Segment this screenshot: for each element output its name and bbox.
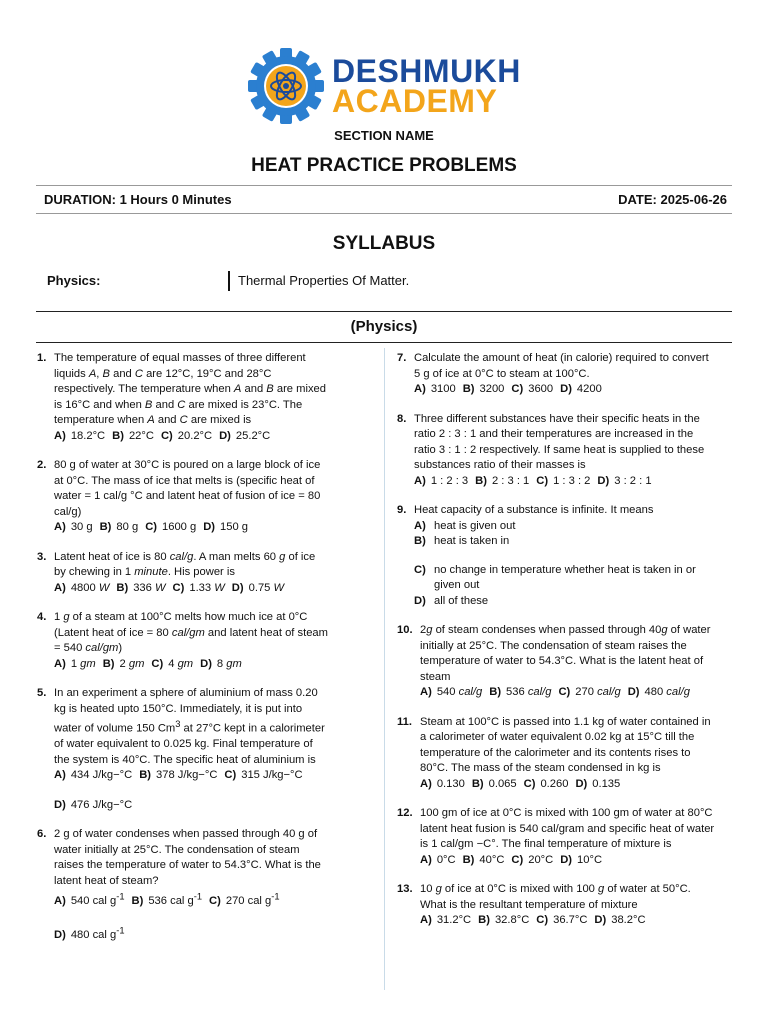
option-text: 0.130 (436, 777, 465, 790)
option-letter: D) (594, 914, 607, 926)
option-letter: B) (471, 777, 484, 790)
option-text: 536 cal $g^{-1}$ (148, 891, 203, 907)
brand-line-1: DESHMUKH (332, 53, 521, 89)
option-text: 540 cal/g (436, 686, 483, 698)
option-a (420, 777, 465, 793)
options-list (54, 889, 329, 943)
option-text: 32.8°C (494, 914, 530, 926)
option-text: 4 gm (168, 657, 194, 670)
option-text: 20°C (528, 853, 554, 866)
option-letter: B) (489, 686, 502, 698)
question-item (37, 686, 329, 813)
option-letter: A) (54, 429, 66, 442)
option-text: 150 g (220, 521, 249, 533)
option-c (224, 768, 302, 784)
option-text: heat is taken in (434, 535, 510, 547)
option-d (54, 923, 329, 943)
question-item (37, 827, 329, 943)
option-letter: B) (462, 383, 475, 395)
question-item (397, 503, 717, 609)
column-divider (384, 348, 385, 990)
option-letter: C) (209, 894, 221, 907)
option-b (132, 889, 203, 909)
question-item (37, 610, 329, 672)
option-letter: B) (99, 521, 112, 533)
option-b (472, 777, 517, 793)
option-text: 3100 (430, 383, 456, 395)
atom-gear-icon (246, 46, 326, 126)
question-item (37, 351, 329, 444)
option-b (463, 853, 505, 869)
option-text: 31.2°C (436, 914, 472, 926)
options-list (420, 913, 717, 929)
option-text: heat is given out (434, 519, 516, 532)
option-a (414, 474, 468, 490)
option-letter: C) (224, 769, 237, 782)
option-letter: D) (627, 686, 640, 698)
option-c (145, 520, 196, 536)
option-text: 36.7°C (553, 914, 588, 926)
option-d (560, 853, 602, 869)
option-letter: B) (131, 894, 144, 907)
options-list (54, 657, 329, 673)
option-a (54, 768, 132, 784)
option-text: 476 J/kg−°C (70, 798, 133, 811)
option-text: 1.33 W (189, 581, 225, 594)
option-letter: C) (536, 474, 549, 487)
option-text: 336 W (133, 581, 166, 594)
option-text: 315 J/kg−°C (241, 769, 303, 782)
option-letter: C) (160, 429, 173, 442)
option-letter: B) (116, 581, 129, 594)
option-text: 270 cal/g (575, 686, 621, 698)
option-d (414, 594, 717, 610)
option-text: 434 J/kg−°C (70, 769, 133, 782)
option-c (173, 581, 225, 597)
option-c (536, 474, 590, 490)
option-letter: C) (151, 657, 164, 670)
syllabus-topics: Thermal Properties Of Matter. (238, 273, 410, 288)
section-name: SECTION NAME (334, 128, 434, 143)
option-c (414, 563, 717, 594)
option-text: 1600 g (162, 521, 197, 533)
option-text: 536 cal/g (506, 686, 552, 698)
question-text: Steam at 100°C is passed into 1.1 kg of water contained in a calorimeter of water equivalent 0.02 kg at 15°C till the temperature of the calorimeter and its contents rises to 80°C. The mass of the steam condensed in kg is (420, 715, 711, 774)
options-list (414, 519, 717, 610)
option-text: 25.2°C (235, 429, 271, 442)
option-text: 0°C (436, 853, 456, 866)
option-text: 1 : 2 : 3 (430, 474, 469, 487)
options-list (420, 853, 717, 869)
option-c (558, 685, 620, 701)
question-text: Latent heat of ice is 80 cal/g. A man melts 60 g of ice by chewing in 1 minute. His power is (54, 550, 316, 578)
option-letter: A) (54, 657, 66, 670)
question-text: 1 g of a steam at 100°C melts how much ice at 0°C (Latent heat of ice = 80 cal/gm and latent heat of steam = 540 cal/gm) (54, 611, 328, 654)
section-heading: (Physics) (350, 318, 418, 335)
date-label: DATE: 2025-06-26 (618, 192, 727, 207)
question-text: Three different substances have their specific heats in the ratio 2 : 3 : 1 and their temperatures are increased in the ratio 3 : 1 : 2 respectively. If same heat is supplied to these substances ratio of their masses is (414, 412, 705, 471)
option-a (420, 853, 456, 869)
question-text: 2 g of water condenses when passed through 40 g of water initially at 25°C. The condensation of steam raises the temperature of water to 54.3°C. What is the latent heat of steam? (54, 828, 321, 887)
option-letter: A) (420, 853, 432, 866)
options-list (420, 777, 717, 793)
option-text: 2 gm (119, 657, 145, 670)
option-text: 0.75 W (248, 581, 285, 594)
question-number: 2. (37, 459, 47, 471)
option-text: 30 g (70, 521, 93, 533)
options-list (414, 474, 717, 490)
option-letter: B) (478, 914, 490, 926)
question-text: 80 g of water at 30°C is poured on a large block of ice at 0°C. The mass of ice that melts is (specific heat of water = 1 cal/g °C and latent heat of fusion of ice = 80 cal/g) (54, 459, 321, 518)
option-text: 540 cal $g^{-1}$ (70, 891, 125, 907)
question-number: 6. (37, 828, 47, 841)
question-number: 12. (397, 807, 413, 819)
option-letter: A) (54, 894, 66, 907)
option-letter: C) (558, 686, 571, 698)
options-list (54, 429, 329, 445)
option-c (209, 889, 280, 909)
question-item (397, 715, 717, 793)
option-c (511, 853, 553, 869)
option-letter: D) (54, 798, 66, 811)
question-item (397, 351, 717, 398)
question-text: Heat capacity of a substance is infinite. It means (414, 504, 654, 516)
options-list (54, 581, 329, 597)
option-letter: B) (462, 853, 475, 866)
option-letter: D) (54, 929, 66, 942)
option-b (112, 429, 154, 445)
option-text: 480 cal/g (644, 686, 690, 698)
option-text: 378 J/kg−°C (156, 769, 218, 782)
option-d (232, 581, 284, 597)
option-b (478, 913, 529, 929)
option-a (54, 520, 93, 536)
option-letter: A) (414, 519, 426, 532)
option-letter: D) (575, 777, 588, 790)
question-item (397, 806, 717, 868)
option-b (475, 474, 529, 490)
option-letter: B) (414, 535, 426, 547)
option-b (103, 657, 145, 673)
option-text: 4800 W (70, 581, 110, 594)
option-c (536, 913, 587, 929)
option-text: 18.2°C (70, 429, 106, 442)
options-list (54, 768, 329, 813)
option-c (151, 657, 193, 673)
option-text: no change in temperature whether heat is taken in or given out (434, 563, 696, 591)
option-letter: D) (200, 657, 212, 670)
option-b (139, 768, 217, 784)
option-text: 480 cal $g^{-1}$ (70, 925, 125, 942)
section-divider-top (36, 311, 732, 312)
option-text: 80 g (116, 521, 139, 533)
option-letter: D) (231, 581, 244, 594)
header-divider-bottom (36, 213, 732, 214)
option-a (414, 519, 717, 535)
section-divider-bottom (36, 342, 732, 343)
question-text: Calculate the amount of heat (in calorie) required to convert 5 g of ice at 0°C to steam at 100°C. (414, 352, 709, 380)
syllabus-separator (228, 271, 230, 291)
option-letter: A) (54, 581, 66, 594)
option-letter: A) (414, 383, 426, 395)
option-d (219, 429, 270, 445)
option-letter: D) (560, 383, 572, 395)
option-letter: A) (420, 686, 432, 698)
question-text: 2g of steam condenses when passed through 40g of water initially at 25°C. The condensation of steam raises the temperature of water to 54.3°C. What is the latent heat of steam (420, 624, 711, 683)
option-letter: C) (511, 853, 524, 866)
option-d (628, 685, 690, 701)
question-item (37, 550, 329, 597)
option-text: all of these (434, 594, 489, 607)
option-letter: B) (102, 657, 115, 670)
option-text: 270 cal $g^{-1}$ (225, 891, 280, 907)
option-d (594, 913, 645, 929)
option-a (420, 685, 482, 701)
option-text: 2 : 3 : 1 (491, 474, 530, 487)
question-number: 4. (37, 611, 47, 623)
option-d (203, 520, 248, 536)
option-text: 0.065 (488, 777, 517, 790)
syllabus-subject: Physics: (47, 273, 101, 288)
option-a (420, 913, 471, 929)
option-letter: C) (523, 777, 536, 790)
option-text: 3 : 2 : 1 (614, 474, 652, 487)
brand-line-2: ACADEMY (332, 83, 498, 119)
option-text: 3200 (479, 383, 505, 395)
duration-label: DURATION: 1 Hours 0 Minutes (44, 192, 232, 207)
option-a (414, 382, 456, 398)
questions-right-column (397, 351, 717, 943)
option-letter: A) (420, 914, 432, 926)
option-letter: B) (139, 769, 152, 782)
option-text: 0.260 (540, 777, 569, 790)
question-number: 13. (397, 883, 413, 895)
option-d (200, 657, 242, 673)
question-text: The temperature of equal masses of three different liquids A, B and C are 12°C, 19°C and 28°C respectively. The temperature when A and B are mixed is 16°C and when B and C are mixed is 23°C. The temperature when A and C are mixed is (54, 352, 326, 426)
option-a (54, 889, 125, 909)
options-list (420, 685, 717, 701)
option-text: 1 gm (70, 657, 96, 670)
option-d (560, 382, 602, 398)
question-number: 10. (397, 624, 413, 636)
option-letter: B) (112, 429, 124, 442)
option-d (597, 474, 651, 490)
option-letter: C) (511, 383, 524, 395)
option-text: 40°C (479, 853, 505, 866)
option-letter: D) (414, 594, 426, 607)
option-letter: A) (54, 521, 66, 533)
option-text: 1 : 3 : 2 (553, 474, 591, 487)
option-text: 3600 (528, 383, 554, 395)
option-text: 4200 (576, 383, 602, 395)
option-a (54, 581, 109, 597)
option-text: 10°C (577, 853, 603, 866)
option-letter: C) (536, 914, 549, 926)
question-number: 7. (397, 352, 407, 364)
option-letter: D) (219, 429, 231, 442)
syllabus-title: SYLLABUS (332, 233, 436, 254)
question-text: In an experiment a sphere of aluminium of mass 0.20 kg is heated upto 150°C. Immediately, it is put into water of volume 150 Cm$^3$ at 27°C kept in a calorimeter of water equivalent to 0.025 kg. Final temperature of the system is 40°C. The specific heat of aluminium is (54, 687, 325, 766)
option-letter: C) (145, 521, 157, 533)
question-item (397, 412, 717, 490)
option-text: 8 gm (216, 657, 242, 670)
option-d (575, 777, 620, 793)
option-letter: A) (54, 769, 66, 782)
option-b (414, 534, 717, 550)
option-b (100, 520, 139, 536)
header-divider-top (36, 185, 732, 186)
question-number: 5. (37, 687, 47, 699)
option-text: 0.135 (592, 777, 621, 790)
question-number: 8. (397, 412, 407, 425)
option-c (161, 429, 212, 445)
page-title: HEAT PRACTICE PROBLEMS (251, 155, 517, 176)
option-a (54, 657, 96, 673)
option-text: 20.2°C (177, 429, 213, 442)
question-item (397, 882, 717, 929)
option-text: 38.2°C (611, 914, 646, 926)
question-number: 1. (37, 352, 47, 364)
option-d (54, 798, 329, 814)
option-letter: D) (560, 853, 573, 866)
option-letter: B) (475, 474, 487, 487)
option-b (463, 382, 505, 398)
questions-left-column (37, 351, 329, 958)
options-list (414, 382, 717, 398)
option-b (489, 685, 551, 701)
option-c (524, 777, 569, 793)
question-text: 10 g of ice at 0°C is mixed with 100 g of water at 50°C. What is the resultant temperature of mixture (420, 883, 691, 911)
question-number: 3. (37, 550, 47, 563)
question-item (397, 623, 717, 701)
question-number: 11. (397, 715, 412, 728)
option-letter: C) (414, 563, 426, 576)
academy-logo (246, 46, 536, 130)
option-c (511, 382, 553, 398)
option-a (54, 429, 105, 445)
question-text: 100 gm of ice at 0°C is mixed with 100 gm of water at 80°C latent heat fusion is 540 cal/gram and specific heat of water is 1 cal/gm −C°. The final temperature of mixture is (420, 807, 715, 850)
option-b (116, 581, 165, 597)
option-letter: D) (597, 474, 610, 487)
options-list (54, 520, 329, 536)
option-letter: C) (172, 581, 185, 594)
option-letter: A) (414, 474, 426, 487)
question-number: 9. (397, 504, 407, 516)
question-item (37, 458, 329, 536)
option-letter: D) (203, 521, 216, 533)
option-text: 22°C (128, 429, 154, 442)
option-letter: A) (420, 777, 432, 790)
